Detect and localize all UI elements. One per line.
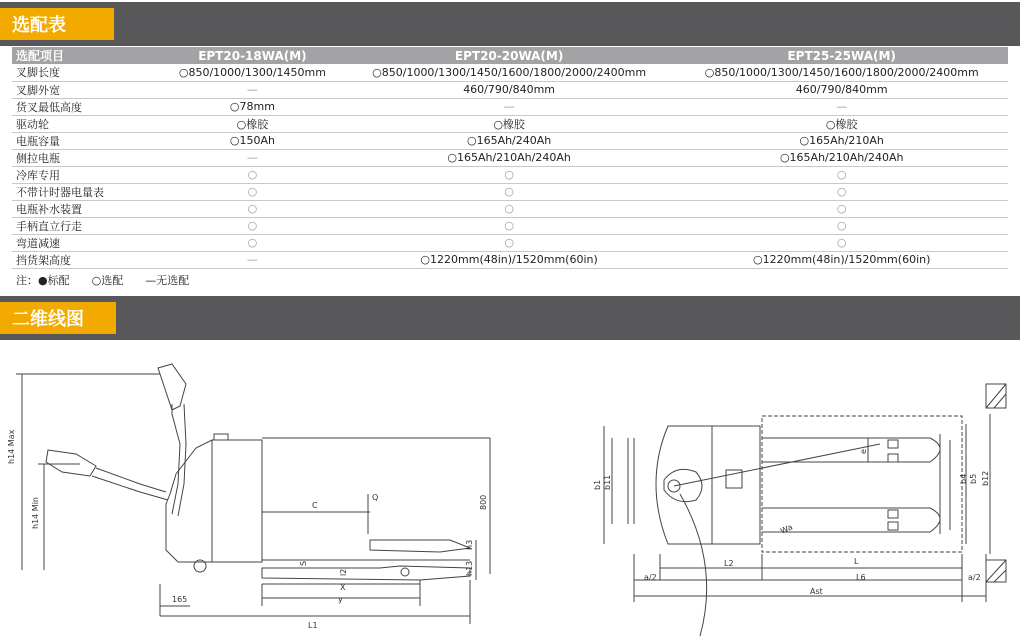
section-title-drawing: 二维线图 xyxy=(0,302,116,334)
label-b4: b4 xyxy=(959,473,968,484)
row-value: ○ xyxy=(675,166,1008,183)
row-value: ○165Ah/210Ah/240Ah xyxy=(675,149,1008,166)
label-y: y xyxy=(338,595,343,604)
label-c: C xyxy=(312,501,318,510)
row-label: 电瓶补水装置 xyxy=(12,200,162,217)
row-value: ○ xyxy=(343,200,676,217)
row-value: 460/790/840mm xyxy=(675,81,1008,98)
row-value: ○ xyxy=(343,166,676,183)
table-row xyxy=(12,81,1008,98)
note-none: —无选配 xyxy=(145,274,190,287)
label-h3: h3 xyxy=(465,539,474,550)
label-q: Q xyxy=(372,493,379,502)
row-label: 货叉最低高度 xyxy=(12,98,162,115)
row-value: ○1220mm(48in)/1520mm(60in) xyxy=(675,251,1008,268)
row-value: ○165Ah/210Ah xyxy=(675,132,1008,149)
section-title-options: 选配表 xyxy=(0,8,114,40)
header-model-2: EPT20-20WA(M) xyxy=(343,47,676,64)
label-x: X xyxy=(340,583,346,592)
table-row xyxy=(12,132,1008,149)
label-l2: l2 xyxy=(339,568,348,576)
row-value: ○ xyxy=(675,234,1008,251)
row-value: — xyxy=(162,81,343,98)
row-value: ○ xyxy=(343,217,676,234)
table-row xyxy=(12,98,1008,115)
label-l1: L1 xyxy=(308,621,318,630)
label-wa: Wa xyxy=(779,522,795,536)
row-value: ○150Ah xyxy=(162,132,343,149)
row-value: ○850/1000/1300/1450/1600/1800/2000/2400mm xyxy=(343,64,676,81)
legend-note xyxy=(16,272,189,288)
row-label: 侧拉电瓶 xyxy=(12,149,162,166)
row-value: ○ xyxy=(343,234,676,251)
label-h14-max: h14 Max xyxy=(7,429,16,464)
row-value: ○850/1000/1300/1450mm xyxy=(162,64,343,81)
row-value: — xyxy=(162,149,343,166)
table-row xyxy=(12,200,1008,217)
line-drawings xyxy=(0,344,1020,636)
row-value: ○橡胶 xyxy=(675,115,1008,132)
row-value: — xyxy=(343,98,676,115)
row-value: ○78mm xyxy=(162,98,343,115)
label-165: 165 xyxy=(172,595,188,604)
label-b11: b11 xyxy=(603,474,612,490)
row-label: 电瓶容量 xyxy=(12,132,162,149)
row-value: — xyxy=(162,251,343,268)
row-value: ○ xyxy=(675,200,1008,217)
row-label: 弯道减速 xyxy=(12,234,162,251)
label-l: L xyxy=(854,557,859,566)
row-value: ○ xyxy=(162,217,343,234)
label-b1: b1 xyxy=(593,479,602,490)
row-value: ○ xyxy=(675,183,1008,200)
label-b5: b5 xyxy=(969,473,978,484)
table-row xyxy=(12,166,1008,183)
row-value: ○165Ah/240Ah xyxy=(343,132,676,149)
table-row xyxy=(12,64,1008,81)
row-value: ○ xyxy=(675,217,1008,234)
row-value: ○ xyxy=(162,234,343,251)
top-view-drawing xyxy=(604,384,1006,636)
row-value: ○ xyxy=(343,183,676,200)
section-header-drawing xyxy=(0,296,1020,340)
top-view-labels xyxy=(593,449,990,596)
row-value: ○橡胶 xyxy=(343,115,676,132)
label-l2-top: L2 xyxy=(724,559,734,568)
note-standard: 注：●标配 xyxy=(16,274,70,287)
row-label: 挡货架高度 xyxy=(12,251,162,268)
table-row xyxy=(12,251,1008,268)
table-row xyxy=(12,149,1008,166)
row-value: ○165Ah/210Ah/240Ah xyxy=(343,149,676,166)
header-model-1: EPT20-18WA(M) xyxy=(162,47,343,64)
table-row xyxy=(12,234,1008,251)
table-row xyxy=(12,183,1008,200)
row-value: ○1220mm(48in)/1520mm(60in) xyxy=(343,251,676,268)
table-header-row xyxy=(12,47,1008,64)
label-l6: L6 xyxy=(856,573,866,582)
side-view-drawing xyxy=(16,364,490,624)
row-label: 手柄直立行走 xyxy=(12,217,162,234)
row-value: ○橡胶 xyxy=(162,115,343,132)
table-row xyxy=(12,217,1008,234)
label-h14-min: h14 Min xyxy=(31,497,40,529)
label-h13: h13 xyxy=(465,560,474,576)
row-value: ○ xyxy=(162,166,343,183)
header-item: 选配项目 xyxy=(12,47,162,64)
row-value: ○ xyxy=(162,183,343,200)
row-label: 冷库专用 xyxy=(12,166,162,183)
header-model-3: EPT25-25WA(M) xyxy=(675,47,1008,64)
options-table xyxy=(12,47,1008,269)
label-a2-left: a/2 xyxy=(644,573,657,582)
label-s: S xyxy=(299,560,308,566)
row-value: ○ xyxy=(162,200,343,217)
side-view-labels xyxy=(7,429,488,630)
row-label: 叉脚长度 xyxy=(12,64,162,81)
table-row xyxy=(12,115,1008,132)
label-a2-right: a/2 xyxy=(968,573,981,582)
row-label: 驱动轮 xyxy=(12,115,162,132)
section-header-options xyxy=(0,2,1020,46)
label-e: e xyxy=(859,449,868,454)
label-800: 800 xyxy=(479,494,488,510)
row-value: ○850/1000/1300/1450/1600/1800/2000/2400mm xyxy=(675,64,1008,81)
row-label: 叉脚外宽 xyxy=(12,81,162,98)
note-optional: ○选配 xyxy=(91,274,124,287)
row-value: — xyxy=(675,98,1008,115)
label-b12: b12 xyxy=(981,470,990,486)
label-ast: Ast xyxy=(810,587,823,596)
row-value: 460/790/840mm xyxy=(343,81,676,98)
row-label: 不带计时器电量表 xyxy=(12,183,162,200)
